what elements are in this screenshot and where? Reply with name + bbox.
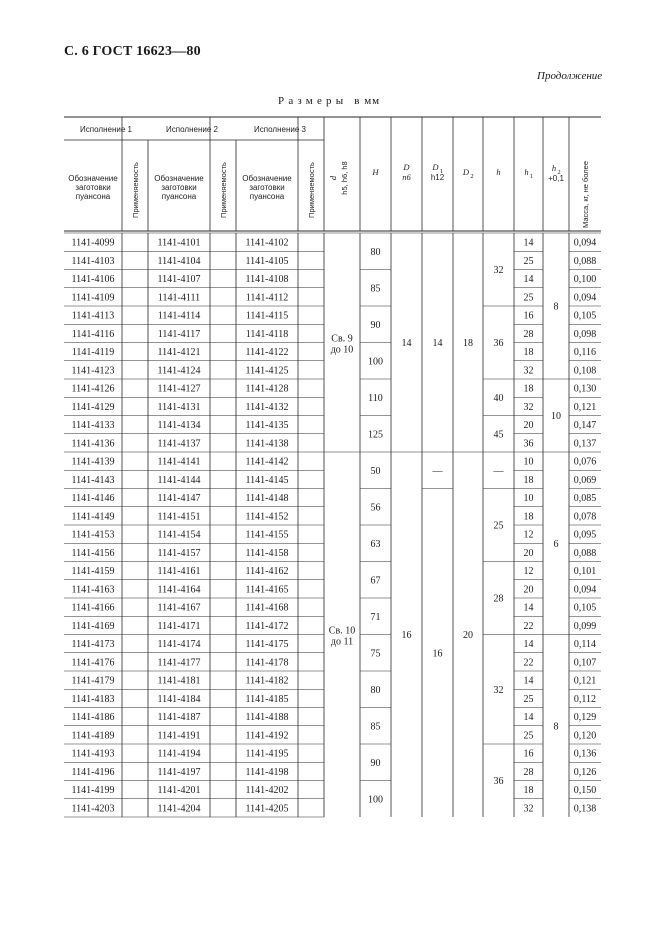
cell-h1: 16: [523, 748, 534, 760]
cell-mass: 0,095: [573, 529, 597, 541]
cell-variant3-designation: 1141-4118: [245, 328, 289, 340]
cell-d1-span: 16: [432, 648, 443, 660]
cell-h1: 12: [523, 566, 534, 578]
cell-variant2-designation: 1141-4161: [157, 566, 201, 578]
cell-h-span: —: [493, 465, 504, 477]
cell-variant1-designation: 1141-4113: [71, 310, 115, 322]
cell-variant2-designation: 1141-4181: [157, 675, 201, 687]
cell-mass: 0,130: [573, 383, 597, 395]
cell-variant1-designation: 1141-4203: [71, 803, 115, 815]
cell-mass: 0,114: [573, 639, 597, 651]
cell-variant2-designation: 1141-4191: [157, 730, 201, 742]
cell-variant3-designation: 1141-4152: [245, 511, 289, 523]
cell-mass: 0,107: [573, 657, 597, 669]
cell-variant3-designation: 1141-4128: [245, 383, 289, 395]
cell-mass: 0,100: [573, 274, 597, 286]
header-applicability-1: Применяемость: [131, 162, 140, 218]
cell-variant2-designation: 1141-4154: [157, 529, 201, 541]
cell-h-span: 100: [368, 794, 383, 806]
cell-h-span: 67: [370, 575, 381, 587]
header-h1-subscript: 1: [529, 173, 534, 180]
cell-h1: 20: [523, 547, 534, 559]
cell-mass: 0,138: [573, 803, 597, 815]
cell-variant3-designation: 1141-4185: [245, 693, 289, 705]
cell-h-span: 32: [493, 684, 504, 696]
cell-mass: 0,078: [573, 511, 597, 523]
cell-h-span: 36: [493, 776, 504, 788]
cell-h1: 22: [523, 657, 534, 669]
cell-h-span: 25: [493, 520, 504, 532]
cell-h1: 14: [523, 602, 534, 614]
cell-h1: 16: [523, 310, 534, 322]
cell-h-span: 40: [493, 392, 504, 404]
cell-variant1-designation: 1141-4186: [71, 712, 115, 724]
cell-variant1-designation: 1141-4126: [71, 383, 115, 395]
cell-d-span: 14: [401, 338, 412, 350]
cell-variant3-designation: 1141-4192: [245, 730, 289, 742]
cell-d-span-line: до 10: [330, 344, 354, 356]
cell-variant1-designation: 1141-4109: [71, 292, 115, 304]
cell-h-span: 85: [370, 283, 381, 295]
cell-variant3-designation: 1141-4138: [245, 438, 289, 450]
cell-variant1-designation: 1141-4123: [71, 365, 115, 377]
cell-h1: 25: [523, 693, 534, 705]
table-grid: [64, 117, 601, 817]
cell-variant2-designation: 1141-4164: [157, 584, 201, 596]
cell-h-span: 63: [370, 538, 381, 550]
cell-d-span-line: Св. 10: [328, 625, 356, 637]
cell-h1: 32: [523, 365, 534, 377]
cell-variant3-designation: 1141-4205: [245, 803, 289, 815]
cell-variant2-designation: 1141-4137: [157, 438, 201, 450]
cell-d2-span: 20: [463, 630, 473, 642]
cell-h1: 12: [523, 529, 534, 541]
cell-variant3-designation: 1141-4155: [245, 529, 289, 541]
cell-variant1-designation: 1141-4119: [71, 347, 115, 359]
header-h: h: [496, 167, 501, 177]
cell-mass: 0,116: [573, 347, 597, 359]
cell-variant1-designation: 1141-4166: [71, 602, 115, 614]
cell-h2-span: 8: [553, 301, 559, 313]
cell-variant3-designation: 1141-4168: [245, 602, 289, 614]
cell-variant3-designation: 1141-4132: [245, 401, 289, 413]
cell-h1: 14: [523, 639, 534, 651]
cell-h2-span: 8: [553, 721, 559, 733]
cell-variant1-designation: 1141-4196: [71, 766, 115, 778]
cell-mass: 0,098: [573, 328, 597, 340]
cell-d-span-line: до 11: [330, 636, 354, 648]
cell-mass: 0,094: [573, 584, 597, 596]
cell-h1: 20: [523, 584, 534, 596]
cell-h-span: 45: [493, 429, 504, 441]
cell-variant3-designation: 1141-4105: [245, 255, 289, 267]
cell-variant2-designation: 1141-4134: [157, 420, 201, 432]
cell-variant3-designation: 1141-4165: [245, 584, 289, 596]
cell-variant2-designation: 1141-4141: [157, 456, 201, 468]
cell-variant3-designation: 1141-4108: [245, 274, 289, 286]
header-D1: D: [432, 162, 439, 172]
header-designation-3-line-1: Обозначение: [242, 174, 292, 183]
cell-h1: 32: [523, 803, 534, 815]
cell-variant2-designation: 1141-4167: [157, 602, 201, 614]
cell-h-span: 56: [370, 502, 381, 514]
cell-h-span: 28: [493, 593, 504, 605]
cell-variant1-designation: 1141-4143: [71, 474, 115, 486]
cell-variant1-designation: 1141-4193: [71, 748, 115, 760]
cell-h1: 14: [523, 237, 534, 249]
cell-variant3-designation: 1141-4188: [245, 712, 289, 724]
header-designation-2-line-1: Обозначение: [154, 174, 204, 183]
cell-mass: 0,126: [573, 766, 597, 778]
cell-d1-span: —: [432, 465, 443, 477]
cell-variant2-designation: 1141-4131: [157, 401, 201, 413]
cell-h2-span: 6: [553, 538, 559, 550]
header-h2: h: [551, 163, 557, 173]
cell-variant2-designation: 1141-4157: [157, 547, 201, 559]
cell-variant3-designation: 1141-4172: [245, 620, 289, 632]
header-designation-1-line-1: Обозначение: [68, 174, 118, 183]
cell-variant1-designation: 1141-4149: [71, 511, 115, 523]
cell-h1: 28: [523, 328, 534, 340]
cell-mass: 0,105: [573, 602, 597, 614]
cell-h-span: 85: [370, 721, 381, 733]
cell-d1-span: 14: [432, 338, 443, 350]
header-designation-3-line-2: заготовки: [249, 183, 285, 192]
cell-mass: 0,094: [573, 237, 597, 249]
cell-h-span: 110: [368, 392, 383, 404]
cell-variant1-designation: 1141-4106: [71, 274, 115, 286]
cell-variant2-designation: 1141-4127: [157, 383, 201, 395]
cell-mass: 0,120: [573, 730, 597, 742]
cell-variant2-designation: 1141-4144: [157, 474, 201, 486]
cell-h-span: 75: [370, 648, 381, 660]
cell-mass: 0,094: [573, 292, 597, 304]
cell-h1: 22: [523, 620, 534, 632]
cell-variant3-designation: 1141-4112: [245, 292, 289, 304]
header-D2: D: [462, 167, 470, 177]
cell-mass: 0,088: [573, 547, 597, 559]
header-d-tolerance: h5, h6, h8: [340, 161, 349, 195]
cell-variant2-designation: 1141-4204: [157, 803, 201, 815]
cell-h1: 14: [523, 712, 534, 724]
cell-variant2-designation: 1141-4114: [157, 310, 201, 322]
cell-variant1-designation: 1141-4103: [71, 255, 115, 267]
cell-mass: 0,101: [573, 566, 597, 578]
cell-variant1-designation: 1141-4129: [71, 401, 115, 413]
cell-variant1-designation: 1141-4156: [71, 547, 115, 559]
cell-h1: 10: [523, 456, 534, 468]
cell-mass: 0,076: [573, 456, 597, 468]
cell-h1: 25: [523, 292, 534, 304]
cell-h1: 20: [523, 420, 534, 432]
cell-mass: 0,121: [573, 401, 597, 413]
cell-variant1-designation: 1141-4159: [71, 566, 115, 578]
cell-h-span: 80: [370, 684, 381, 696]
page-title: С. 6 ГОСТ 16623—80: [64, 44, 201, 59]
cell-h1: 10: [523, 493, 534, 505]
header-variant-1: Исполнение 1: [80, 125, 132, 134]
cell-variant2-designation: 1141-4171: [157, 620, 201, 632]
cell-variant1-designation: 1141-4176: [71, 657, 115, 669]
cell-variant2-designation: 1141-4174: [157, 639, 201, 651]
cell-variant3-designation: 1141-4102: [245, 237, 289, 249]
header-variant-2: Исполнение 2: [166, 125, 218, 134]
cell-variant3-designation: 1141-4178: [245, 657, 289, 669]
table-header: [68, 125, 590, 228]
cell-mass: 0,085: [573, 493, 597, 505]
cell-mass: 0,112: [573, 693, 597, 705]
cell-variant2-designation: 1141-4194: [157, 748, 201, 760]
cell-variant3-designation: 1141-4125: [245, 365, 289, 377]
header-h1: h: [524, 167, 529, 177]
cell-h2-span: 10: [551, 411, 561, 423]
cell-h1: 18: [523, 474, 534, 486]
cell-variant1-designation: 1141-4133: [71, 420, 115, 432]
cell-h1: 32: [523, 401, 534, 413]
header-applicability-2: Применяемость: [219, 162, 228, 218]
cell-h-span: 100: [368, 356, 383, 368]
cell-variant2-designation: 1141-4151: [157, 511, 201, 523]
cell-mass: 0,105: [573, 310, 597, 322]
cell-variant3-designation: 1141-4175: [245, 639, 289, 651]
cell-d-span-line: Св. 9: [331, 333, 353, 345]
cell-variant3-designation: 1141-4202: [245, 785, 289, 797]
cell-h1: 28: [523, 766, 534, 778]
cell-h1: 25: [523, 255, 534, 267]
cell-variant1-designation: 1141-4189: [71, 730, 115, 742]
header-H: H: [372, 167, 379, 177]
cell-variant2-designation: 1141-4124: [157, 365, 201, 377]
cell-h1: 18: [523, 511, 534, 523]
cell-h1: 25: [523, 730, 534, 742]
cell-variant1-designation: 1141-4146: [71, 493, 115, 505]
dimensions-label: Размеры: [278, 95, 348, 107]
cell-h-span: 71: [370, 611, 381, 623]
cell-variant2-designation: 1141-4117: [157, 328, 201, 340]
cell-variant3-designation: 1141-4115: [245, 310, 289, 322]
cell-variant3-designation: 1141-4145: [245, 474, 289, 486]
cell-variant3-designation: 1141-4195: [245, 748, 289, 760]
cell-d-span: 16: [401, 630, 412, 642]
continuation-label: Продолжение: [537, 70, 603, 82]
cell-variant2-designation: 1141-4184: [157, 693, 201, 705]
cell-variant2-designation: 1141-4147: [157, 493, 201, 505]
header-h2-tolerance: +0,1: [548, 174, 564, 183]
header-d-symbol: d: [328, 175, 338, 181]
cell-mass: 0,121: [573, 675, 597, 687]
header-designation-1-line-3: пуансона: [75, 192, 111, 201]
cell-variant1-designation: 1141-4179: [71, 675, 115, 687]
cell-h1: 18: [523, 383, 534, 395]
cell-mass: 0,137: [573, 438, 597, 450]
header-D1-tolerance: h12: [430, 173, 445, 182]
cell-variant3-designation: 1141-4148: [245, 493, 289, 505]
cell-variant1-designation: 1141-4173: [71, 639, 115, 651]
cell-variant1-designation: 1141-4153: [71, 529, 115, 541]
cell-variant2-designation: 1141-4177: [157, 657, 201, 669]
cell-h1: 14: [523, 675, 534, 687]
cell-h1: 36: [523, 438, 534, 450]
cell-mass: 0,129: [573, 712, 597, 724]
cell-variant1-designation: 1141-4183: [71, 693, 115, 705]
header-variant-3: Исполнение 3: [254, 125, 306, 134]
cell-variant2-designation: 1141-4121: [157, 347, 201, 359]
cell-h1: 14: [523, 274, 534, 286]
cell-mass: 0,099: [573, 620, 597, 632]
cell-variant3-designation: 1141-4135: [245, 420, 289, 432]
cell-h-span: 125: [368, 429, 383, 441]
cell-variant3-designation: 1141-4182: [245, 675, 289, 687]
cell-variant1-designation: 1141-4163: [71, 584, 115, 596]
header-D2-subscript: 2: [470, 173, 474, 180]
header-applicability-3: Применяемость: [307, 162, 316, 218]
cell-mass: 0,088: [573, 255, 597, 267]
cell-variant1-designation: 1141-4169: [71, 620, 115, 632]
cell-variant1-designation: 1141-4136: [71, 438, 115, 450]
header-h2-subscript: 2: [557, 169, 561, 176]
cell-h-span: 32: [493, 265, 504, 277]
cell-variant3-designation: 1141-4142: [245, 456, 289, 468]
cell-h-span: 50: [370, 465, 381, 477]
cell-variant2-designation: 1141-4201: [157, 785, 201, 797]
cell-variant2-designation: 1141-4111: [157, 292, 201, 304]
cell-mass: 0,069: [573, 474, 597, 486]
header-designation-3-line-3: пуансона: [249, 192, 285, 201]
cell-variant2-designation: 1141-4187: [157, 712, 201, 724]
cell-variant2-designation: 1141-4197: [157, 766, 201, 778]
cell-variant2-designation: 1141-4104: [157, 255, 201, 267]
header-D1-subscript: 1: [439, 168, 444, 175]
cell-h-span: 36: [493, 338, 504, 350]
cell-mass: 0,108: [573, 365, 597, 377]
cell-h-span: 80: [370, 246, 381, 258]
cell-variant2-designation: 1141-4101: [157, 237, 201, 249]
cell-variant1-designation: 1141-4139: [71, 456, 115, 468]
cell-h1: 18: [523, 347, 534, 359]
cell-variant1-designation: 1141-4116: [71, 328, 115, 340]
cell-mass: 0,147: [573, 420, 597, 432]
cell-mass: 0,136: [573, 748, 597, 760]
cell-variant3-designation: 1141-4122: [245, 347, 289, 359]
header-D-tolerance: n6: [402, 172, 411, 182]
cell-d2-span: 18: [463, 338, 473, 350]
cell-h1: 18: [523, 785, 534, 797]
header-mass: Масса, кг, не более: [581, 160, 590, 228]
header-D: D: [403, 162, 410, 172]
cell-variant1-designation: 1141-4199: [71, 785, 115, 797]
cell-variant3-designation: 1141-4198: [245, 766, 289, 778]
cell-h-span: 90: [370, 319, 381, 331]
dimensions-unit: в мм: [354, 95, 381, 107]
header-designation-2-line-3: пуансона: [161, 192, 197, 201]
cell-variant3-designation: 1141-4162: [245, 566, 289, 578]
cell-h-span: 90: [370, 757, 381, 769]
cell-mass: 0,150: [573, 785, 597, 797]
header-designation-2-line-2: заготовки: [161, 183, 197, 192]
cell-variant3-designation: 1141-4158: [245, 547, 289, 559]
cell-variant1-designation: 1141-4099: [71, 237, 115, 249]
cell-variant2-designation: 1141-4107: [157, 274, 201, 286]
header-designation-1-line-2: заготовки: [75, 183, 111, 192]
